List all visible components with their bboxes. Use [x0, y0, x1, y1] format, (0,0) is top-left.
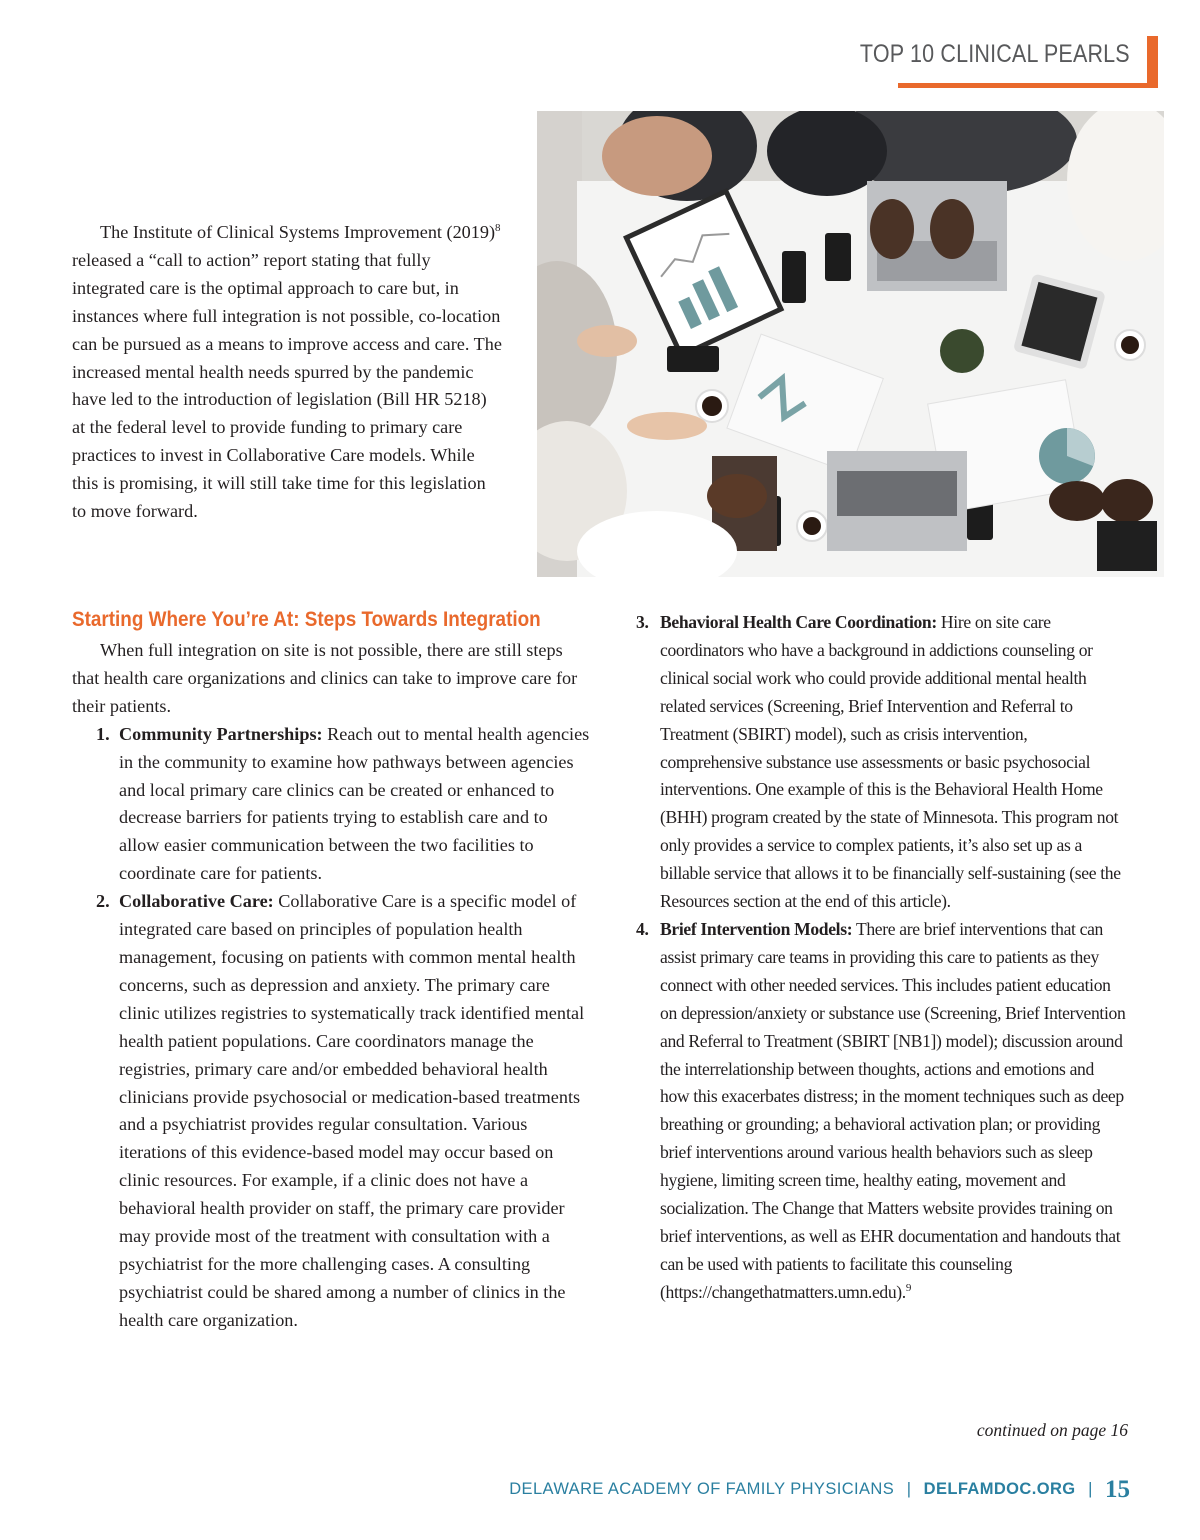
right-column	[636, 609, 1126, 1307]
item-text: There are brief interventions that can assist primary care teams in providing this care to patients as they connect with other needed services. This includes patient education on depression/anxiety or substance use (Screening, Brief Intervention and Referral to Treatment (SBIRT [NB1]) model); discussion around the interrelationship between thoughts, actions and emotions and how this exacerbates distress; in the moment techniques such as deep breathing or grounding; a behavioral activation plan; or providing brief interventions around various health behaviors such as sleep hygiene, limiting screen time, healthy eating, movement and socialization. The Change that Matters website provides training on brief interventions, as well as EHR documentation and handouts that can be used with patients to facilitate this counseling (https://changethatmatters.umn.edu).	[660, 918, 1126, 1302]
reference-mark: 8	[495, 221, 501, 234]
tag-underline	[898, 83, 1158, 88]
footer-website-link[interactable]: DELFAMDOC.ORG	[923, 1480, 1076, 1498]
section-lead: When full integration on site is not possible, there are still steps that health care organizations and clinics can take to improve care for their patients.	[72, 640, 578, 716]
steps-list	[72, 721, 592, 1335]
section-tag	[860, 36, 1158, 88]
item-text: Hire on site care coordinators who have a background in addictions counseling or clinical social work who could provide additional mental health related services (Screening, Brief Intervention and Referral to Treatment (SBIRT) model), such as crisis intervention, comprehensive substance use assessments or basic psychosocial interventions. One example of this is the Behavioral Health Home (BHH) program created by the state of Minnesota. This program not only provides a service to complex patients, it’s also set up as a billable service that allows it to be financially self-sustaining (see the Resources section at the end of this article).	[660, 612, 1121, 912]
left-column	[72, 637, 592, 1335]
section-tag-label: TOP 10 CLINICAL PEARLS	[860, 40, 1130, 68]
intro-text: The Institute of Clinical Systems Improvement $(2019)^8$ released a “call to action” report stating that fully integrated care is the optimal approach to care but, in instances where full integration is not possible, co-location can be pursued as a means to improve access and care. The increased mental health needs spurred by the pandemic have led to the introduction of legislation (Bill HR 5218) at the federal level to provide funding to primary care practices to invest in Collaborative Care models. While this is promising, it will still take time for this legislation to move forward.	[72, 221, 502, 522]
tag-accent-bar	[1147, 36, 1158, 88]
list-item: 1. Community Partnerships: Reach out to mental health agencies in the community to examine how pathways between agencies and local primary care clinics can be created or enhanced to decrease barriers for patients trying to establish care and to allow easier communication between the two facilities to coordinate care for patients.	[96, 723, 590, 884]
item-text: Collaborative Care is a specific model of integrated care based on principles of population health management, focusing on patients with common mental health concerns, such as depression and anxiety. The primary care clinic utilizes registries to systematically track identified mental health patient populations. Care coordinators manage the registries, primary care and/or embedded behavioral health clinicians provide psychosocial or medication-based treatments and a psychiatrist provides regular consultation. Various iterations of this evidence-based model may occur based on clinic resources. For example, if a clinic does not have a behavioral health provider on staff, the primary care provider may provide most of the treatment with consultation with a psychiatrist for the more challenging cases. A consulting psychiatrist could be shared among a number of clinics in the health care organization.	[119, 891, 585, 1330]
item-term: Brief Intervention Models:	[660, 918, 853, 939]
intro-paragraph	[72, 219, 502, 526]
page-footer	[509, 1476, 1130, 1504]
reference-mark: 9	[905, 1281, 912, 1294]
page-number: 15	[1105, 1476, 1130, 1503]
continued-note: continued on page 16	[976, 1420, 1128, 1440]
footer-organization: DELAWARE ACADEMY OF FAMILY PHYSICIANS	[509, 1480, 895, 1498]
section-heading: Starting Where You’re At: Steps Towards Integration	[72, 608, 541, 631]
item-text: Reach out to mental health agencies in the community to examine how pathways between agencies and local primary care clinics can be created or enhanced to decrease barriers for patients trying to establish care and to allow easier communication between the two facilities to coordinate care for patients.	[119, 723, 590, 884]
list-item: 4. Brief Intervention Models: There are brief interventions that can assist primary care teams in providing this care to patients as they connect with other needed services. This includes patient education on depression/anxiety or substance use (Screening, Brief Intervention and Referral to Treatment (SBIRT [NB1]) model); discussion around the interrelationship between thoughts, actions and emotions and how this exacerbates distress; in the moment techniques such as deep breathing or grounding; a behavioral activation plan; or providing brief interventions around various health behaviors such as sleep hygiene, limiting screen time, healthy eating, movement and socialization. The Change that Matters website provides training on brief interventions, as well as EHR documentation and handouts that can be used with patients to facilitate this counseling (https://changethatmatters.umn.edu).$^9$	[636, 918, 1126, 1302]
item-term: Behavioral Health Care Coordination:	[660, 612, 937, 632]
list-item: 2. Collaborative Care: Collaborative Care is a specific model of integrated care based on principles of population health management, focusing on patients with common mental health concerns, such as depression and anxiety. The primary care clinic utilizes registries to systematically track identified mental health patient populations. Care coordinators manage the registries, primary care and/or embedded behavioral health clinicians provide psychosocial or medication-based treatments and a psychiatrist provides regular consultation. Various iterations of this evidence-based model may occur based on clinic resources. For example, if a clinic does not have a behavioral health provider on staff, the primary care provider may provide most of the treatment with consultation with a psychiatrist for the more challenging cases. A consulting psychiatrist could be shared among a number of clinics in the health care organization.	[96, 891, 585, 1330]
footer-separator: |	[1088, 1480, 1093, 1498]
list-item: 3. Behavioral Health Care Coordination: Hire on site care coordinators who have a background in addictions counseling or clinical social work who could provide additional mental health related services (Screening, Brief Intervention and Referral to Treatment (SBIRT) model), such as crisis intervention, comprehensive substance use assessments or basic psychosocial interventions. One example of this is the Behavioral Health Home (BHH) program created by the state of Minnesota. This program not only provides a service to complex patients, it’s also set up as a billable service that allows it to be financially self-sustaining (see the Resources section at the end of this article).	[636, 612, 1121, 912]
steps-list-continued	[636, 609, 1126, 1307]
item-term: Collaborative Care:	[119, 891, 274, 912]
meeting-photo	[537, 111, 1164, 577]
item-term: Community Partnerships:	[119, 723, 323, 744]
meeting-photo-illustration	[537, 111, 1164, 577]
footer-separator: |	[906, 1480, 912, 1498]
